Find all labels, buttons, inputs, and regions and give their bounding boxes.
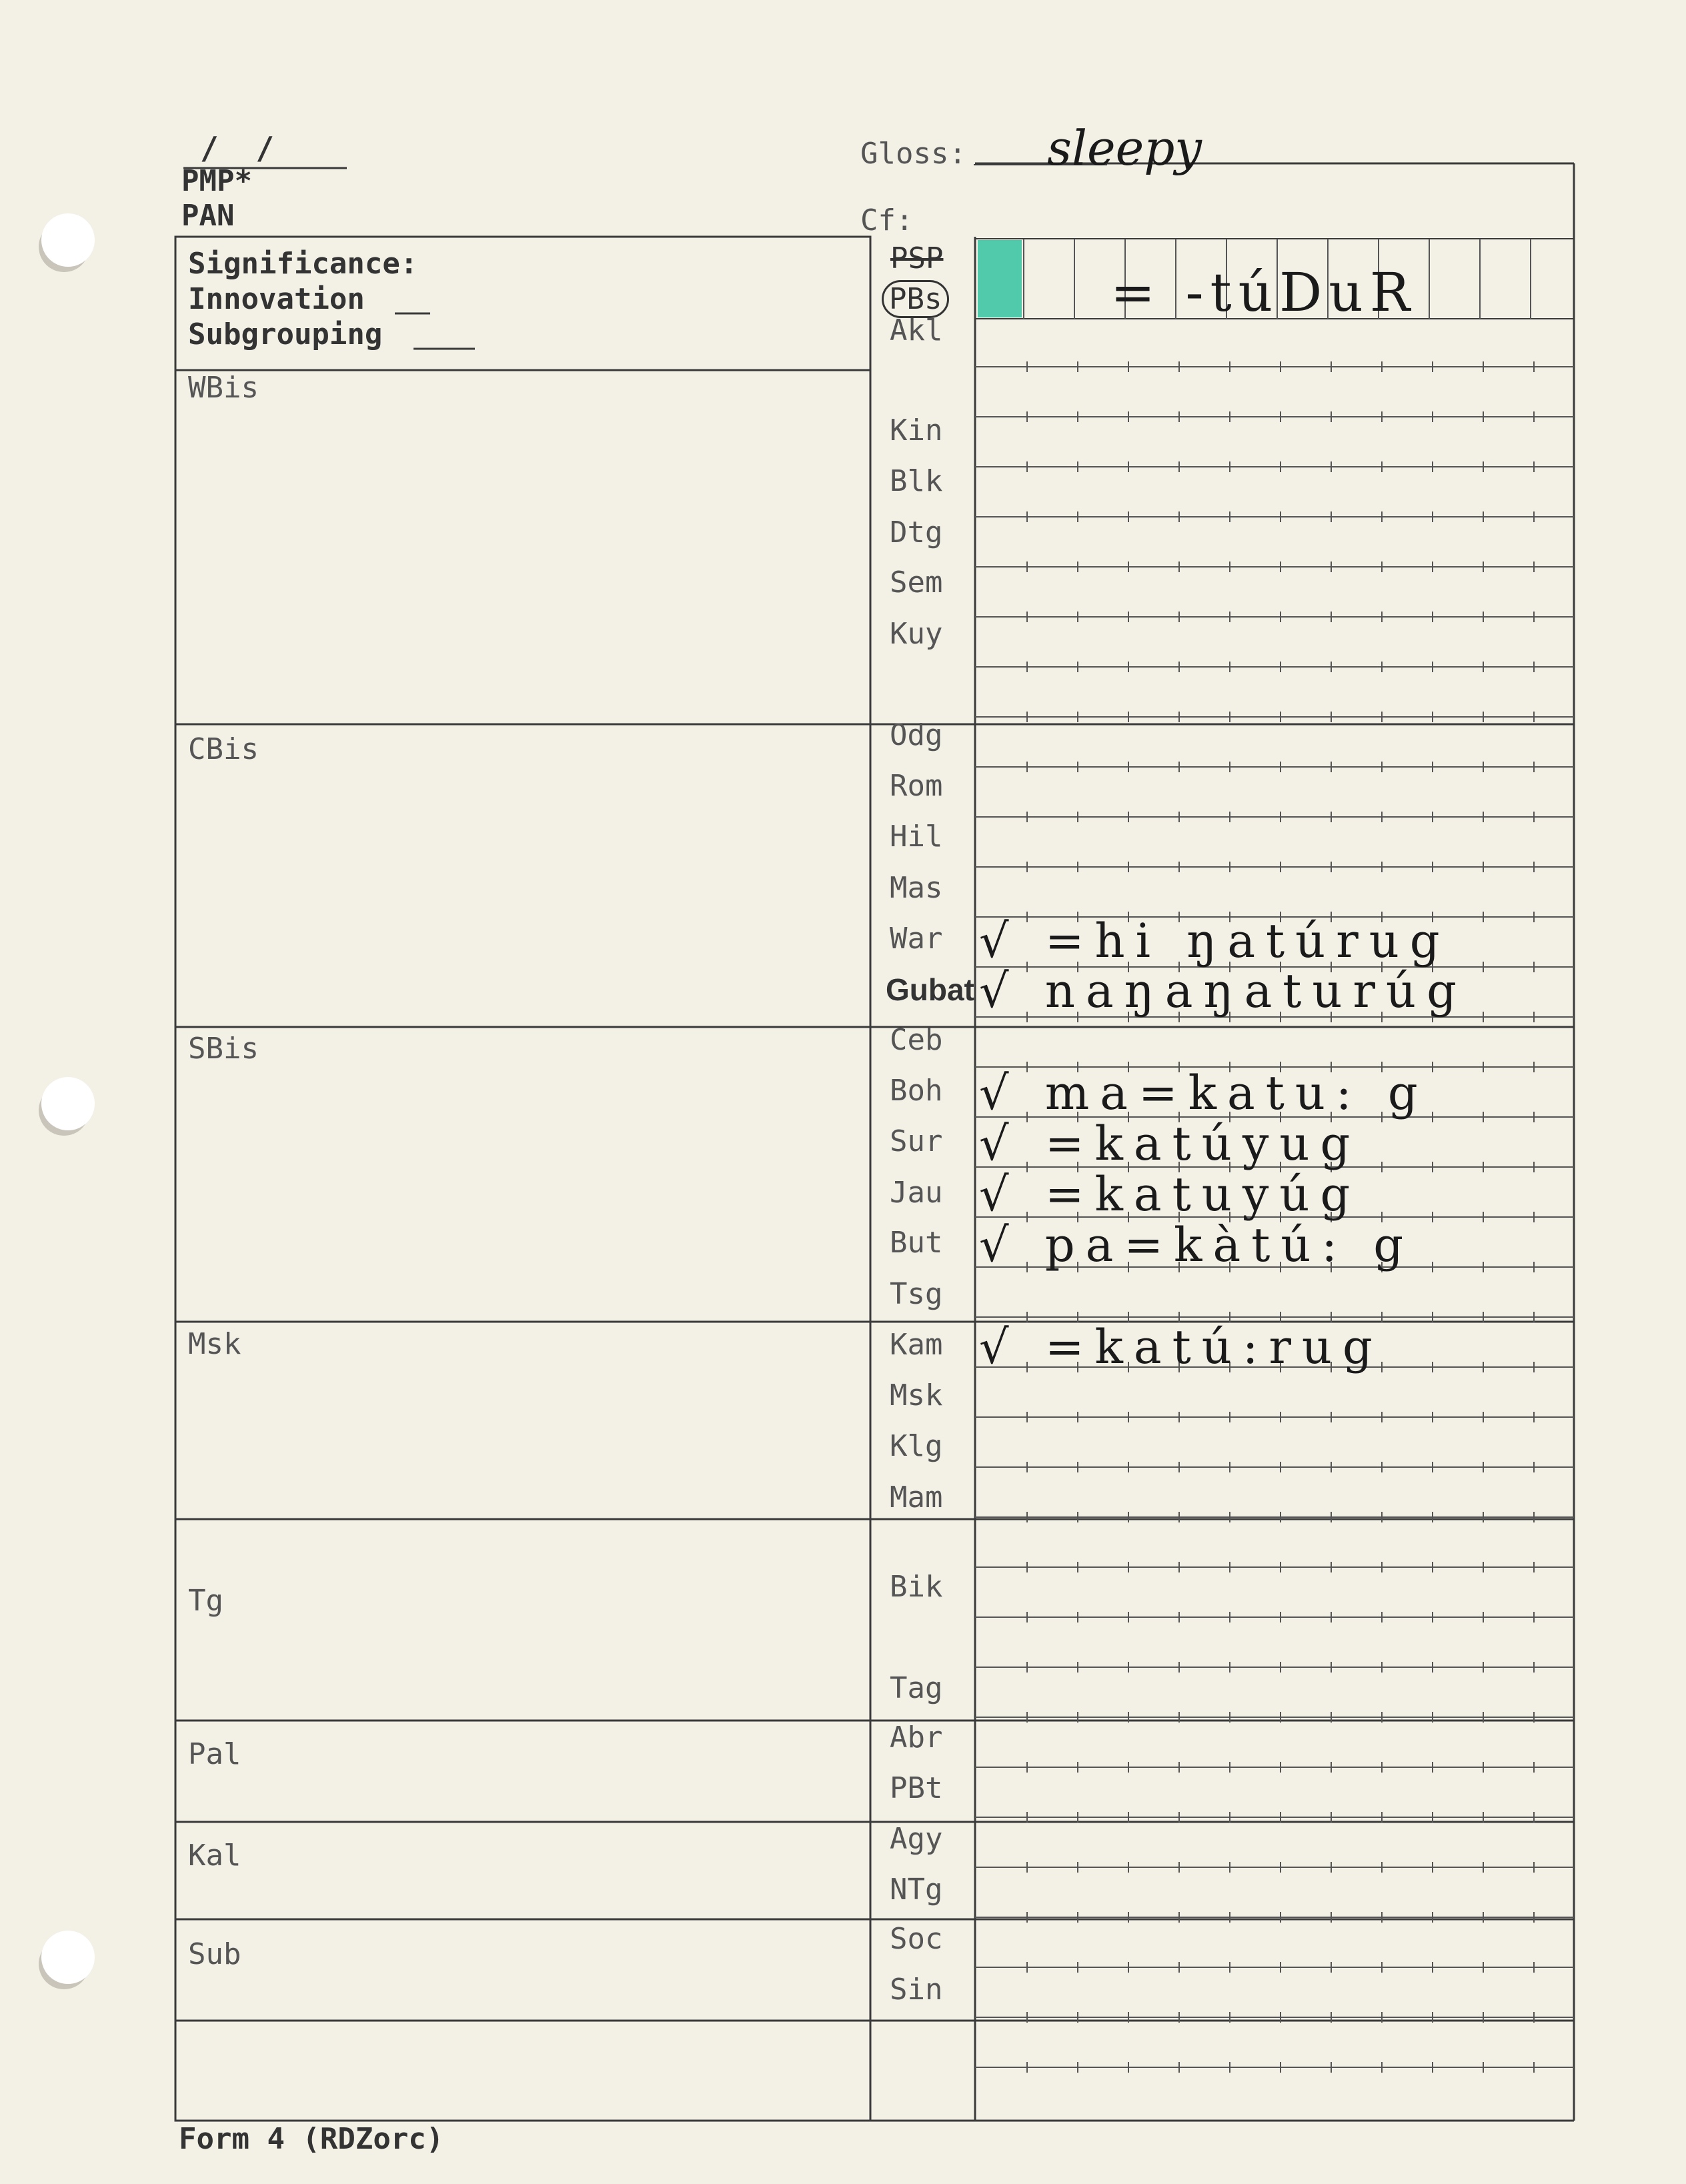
gloss-value: sleepy [1047,120,1202,176]
reconstruction-form: = -túDuR [1110,261,1417,323]
language-code: Kin [890,413,943,447]
cognate-form: √ =katúyug [979,1116,1361,1171]
circled-code: PBs [882,280,949,318]
cognate-form: √ ma=katu: g [979,1066,1429,1120]
innovation-label: Innovation [188,282,365,316]
language-code: Mas [890,871,943,905]
language-code: Akl [890,313,943,347]
language-code: Mam [890,1480,943,1514]
language-code: Gubat [886,972,974,1007]
language-code: NTg [890,1873,943,1907]
language-code: Blk [890,464,943,498]
pan-label: PAN [181,199,235,233]
cognate-form: √ pa=kàtú: g [979,1218,1415,1272]
group-label: Msk [188,1327,241,1361]
language-code: Odg [890,718,943,752]
group-label: SBis [188,1032,259,1066]
language-code: Rom [890,769,943,803]
language-code: Abr [890,1721,943,1755]
language-code: Agy [890,1822,943,1856]
language-code: War [890,922,943,956]
language-code: Msk [890,1378,943,1412]
cognate-form: √ =katuyúg [979,1167,1361,1222]
language-code: But [890,1226,943,1260]
language-code: Dtg [890,515,943,550]
language-code: Ceb [890,1023,943,1057]
cognate-form: √ =katú:rug [979,1320,1383,1374]
language-code: Klg [890,1429,943,1463]
language-code: Boh [890,1074,943,1108]
group-label: WBis [188,371,259,405]
cf-label: Cf: [860,203,914,237]
group-label: Sub [188,1937,241,1971]
pmp-label: PMP* [181,164,252,198]
form-footer: Form 4 (RDZorc) [179,2122,444,2156]
language-code: Soc [890,1922,943,1956]
crossed-code: PSP [890,241,944,275]
language-code: Jau [890,1176,943,1210]
group-label: Pal [188,1737,241,1771]
cognate-form: √ =hi ŋatúrug [979,914,1451,968]
language-code: PBt [890,1771,943,1805]
group-label: Tg [188,1584,223,1618]
language-code: Kuy [890,617,943,651]
language-code: Sur [890,1124,943,1158]
cognate-form: √ naŋaŋaturúg [979,964,1467,1018]
language-code: Sin [890,1973,943,2007]
group-label: Kal [188,1839,241,1873]
subgrouping-label: Subgrouping [188,317,383,351]
gloss-label: Gloss: [860,137,966,171]
language-code: Bik [890,1570,943,1604]
significance-title: Significance: [188,247,418,281]
group-label: CBis [188,732,259,766]
language-code: Hil [890,820,943,854]
header-slashes: / / [200,130,284,166]
language-code: Kam [890,1328,943,1362]
language-code: Tsg [890,1277,943,1311]
language-code: Tag [890,1671,943,1705]
language-code: Sem [890,566,943,600]
